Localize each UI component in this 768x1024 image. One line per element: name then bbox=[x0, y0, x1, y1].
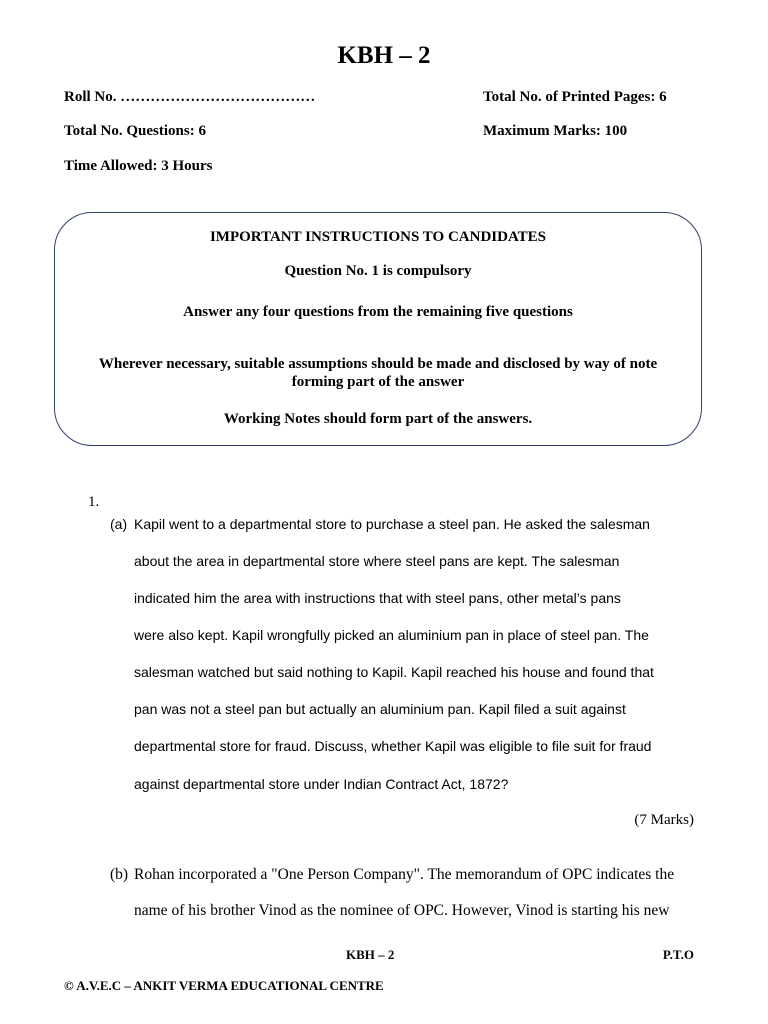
part-a-text-line: salesman watched but said nothing to Kapil. Kapil reached his house and found that bbox=[134, 664, 654, 680]
part-a-marks: (7 Marks) bbox=[634, 812, 694, 828]
part-a-text-line: Kapil went to a departmental store to purchase a steel pan. He asked the salesman bbox=[134, 516, 650, 532]
instruction-item: Answer any four questions from the remaining five questions bbox=[183, 304, 573, 320]
part-a-text-line: were also kept. Kapil wrongfully picked an aluminium pan in place of steel pan. The bbox=[134, 627, 649, 643]
instruction-item: Question No. 1 is compulsory bbox=[284, 263, 472, 279]
instruction-item: Wherever necessary, suitable assumptions should be made and disclosed by way of note bbox=[98, 356, 658, 372]
part-a-text-line: about the area in departmental store where steel pans are kept. The salesman bbox=[134, 553, 620, 569]
question-number: 1. bbox=[88, 494, 100, 510]
part-a-text-line: departmental store for fraud. Discuss, whether Kapil was eligible to file suit for fraud bbox=[134, 738, 652, 754]
part-b-text-line: name of his brother Vinod as the nominee of OPC. However, Vinod is starting his new bbox=[134, 902, 670, 919]
part-b-text-line: Rohan incorporated a "One Person Company". The memorandum of OPC indicates the bbox=[134, 866, 675, 883]
maximum-marks-info: Maximum Marks: 100 bbox=[483, 123, 628, 139]
part-b-label: (b) bbox=[110, 866, 129, 883]
part-a-text-line: indicated him the area with instructions that with steel pans, other metal’s pans bbox=[134, 590, 621, 606]
paper-code-title: KBH – 2 bbox=[337, 42, 431, 69]
footer-copyright: © A.V.E.C – ANKIT VERMA EDUCATIONAL CENTRE bbox=[64, 978, 384, 993]
time-allowed-info: Time Allowed: 3 Hours bbox=[64, 158, 213, 174]
roll-number-field: Roll No. ………………………………… bbox=[64, 89, 316, 105]
part-a-text-line: pan was not a steel pan but actually an aluminium pan. Kapil filed a suit against bbox=[134, 701, 626, 717]
instructions-heading: IMPORTANT INSTRUCTIONS TO CANDIDATES bbox=[209, 229, 547, 245]
total-questions-info: Total No. Questions: 6 bbox=[64, 123, 206, 139]
printed-pages-info: Total No. of Printed Pages: 6 bbox=[483, 89, 667, 105]
footer-pto: P.T.O bbox=[662, 947, 694, 962]
footer-paper-code: KBH – 2 bbox=[346, 947, 395, 962]
part-a-label: (a) bbox=[110, 516, 128, 532]
part-a-text-line: against departmental store under Indian Contract Act, 1872? bbox=[134, 776, 509, 792]
instruction-item: forming part of the answer bbox=[291, 374, 465, 390]
instruction-item: Working Notes should form part of the answers. bbox=[223, 411, 533, 427]
